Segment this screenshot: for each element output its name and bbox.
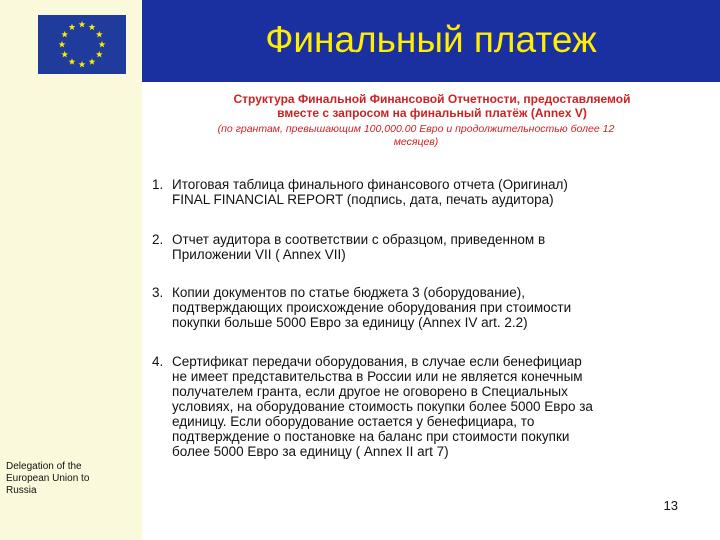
flag-star-icon [69,24,76,31]
list-item [152,177,712,207]
list-item-line: FINAL FINANCIAL REPORT (подпись, дата, печать аудитора) [172,192,554,207]
flag-star-icon [96,51,103,58]
page-number: 13 [663,498,678,513]
list-item-line: Приложении VII ( Annex VII) [172,247,346,262]
subtitle-line-1: Структура Финальной Финансовой Отчетности, предоставляемой [233,92,631,106]
list-item-line: подтверждающих происхождение оборудования при стоимости [172,300,572,315]
list-item-line: получателем гранта, если другое не оговорено в Специальных [172,384,568,399]
flag-star-icon [69,58,76,65]
subtitle-line-2: вместе с запросом на финальный платёж (Annex V) [277,106,587,120]
list-item-line: Копии документов по статье бюджета 3 (оборудование), [172,285,525,300]
page-title: Финальный платеж [265,19,597,60]
list-item [152,285,712,330]
subtitle-note [166,123,666,149]
list-item-line: покупки больше 5000 Евро за единицу (Annex IV art. 2.2) [172,315,528,330]
flag-star-icon [89,24,96,31]
flag-star-icon [99,41,106,48]
flag-star-icon [59,41,66,48]
note-line-1: (по грантам, превышающим 100,000.00 Евро и продолжительностью более 12 [217,123,615,135]
list-item-number: 2. [152,232,164,247]
list-item-text [172,354,692,459]
list-item-text [172,177,692,207]
delegation-label [6,461,136,497]
list-item-line: подтверждение о постановке на баланс при стоимости покупки [172,429,570,444]
flag-star-icon [96,31,103,38]
list-item-number: 4. [152,354,164,369]
flag-star-icon [61,31,68,38]
list-item-text [172,232,692,262]
sidebar-panel [0,0,142,540]
delegation-line-1: Delegation of the [6,461,82,472]
delegation-line-2: European Union to [6,473,90,484]
flag-star-icon [79,21,86,28]
list-item-line: не имеет представительства в России или не является конечным [172,369,583,384]
list-item-number: 3. [152,285,164,300]
list-item-text [172,285,692,330]
list-item-line: Отчет аудитора в соответствии с образцом, приведенном в [172,232,546,247]
list-item-line: Итоговая таблица финального финансового отчета (Оригинал) [172,177,568,192]
eu-flag-icon [38,15,126,74]
flag-star-icon [89,58,96,65]
list-item-line: условиях, на оборудование стоимость покупки более 5000 Евро за [172,399,593,414]
list-item-line: более 5000 Евро за единицу ( Annex II art 7) [172,444,449,459]
note-line-2: месяцев) [393,136,439,148]
delegation-line-3: Russia [6,485,37,496]
list-item-number: 1. [152,177,164,192]
list-item-line: единицу. Если оборудование остается у бенефициара, то [172,414,535,429]
flag-star-icon [61,51,68,58]
list-item [152,354,712,459]
flag-star-icon [79,61,86,68]
list-item [152,232,712,262]
slide-subtitle [172,92,692,120]
list-item-line: Сертификат передачи оборудования, в случае если бенефициар [172,354,582,369]
